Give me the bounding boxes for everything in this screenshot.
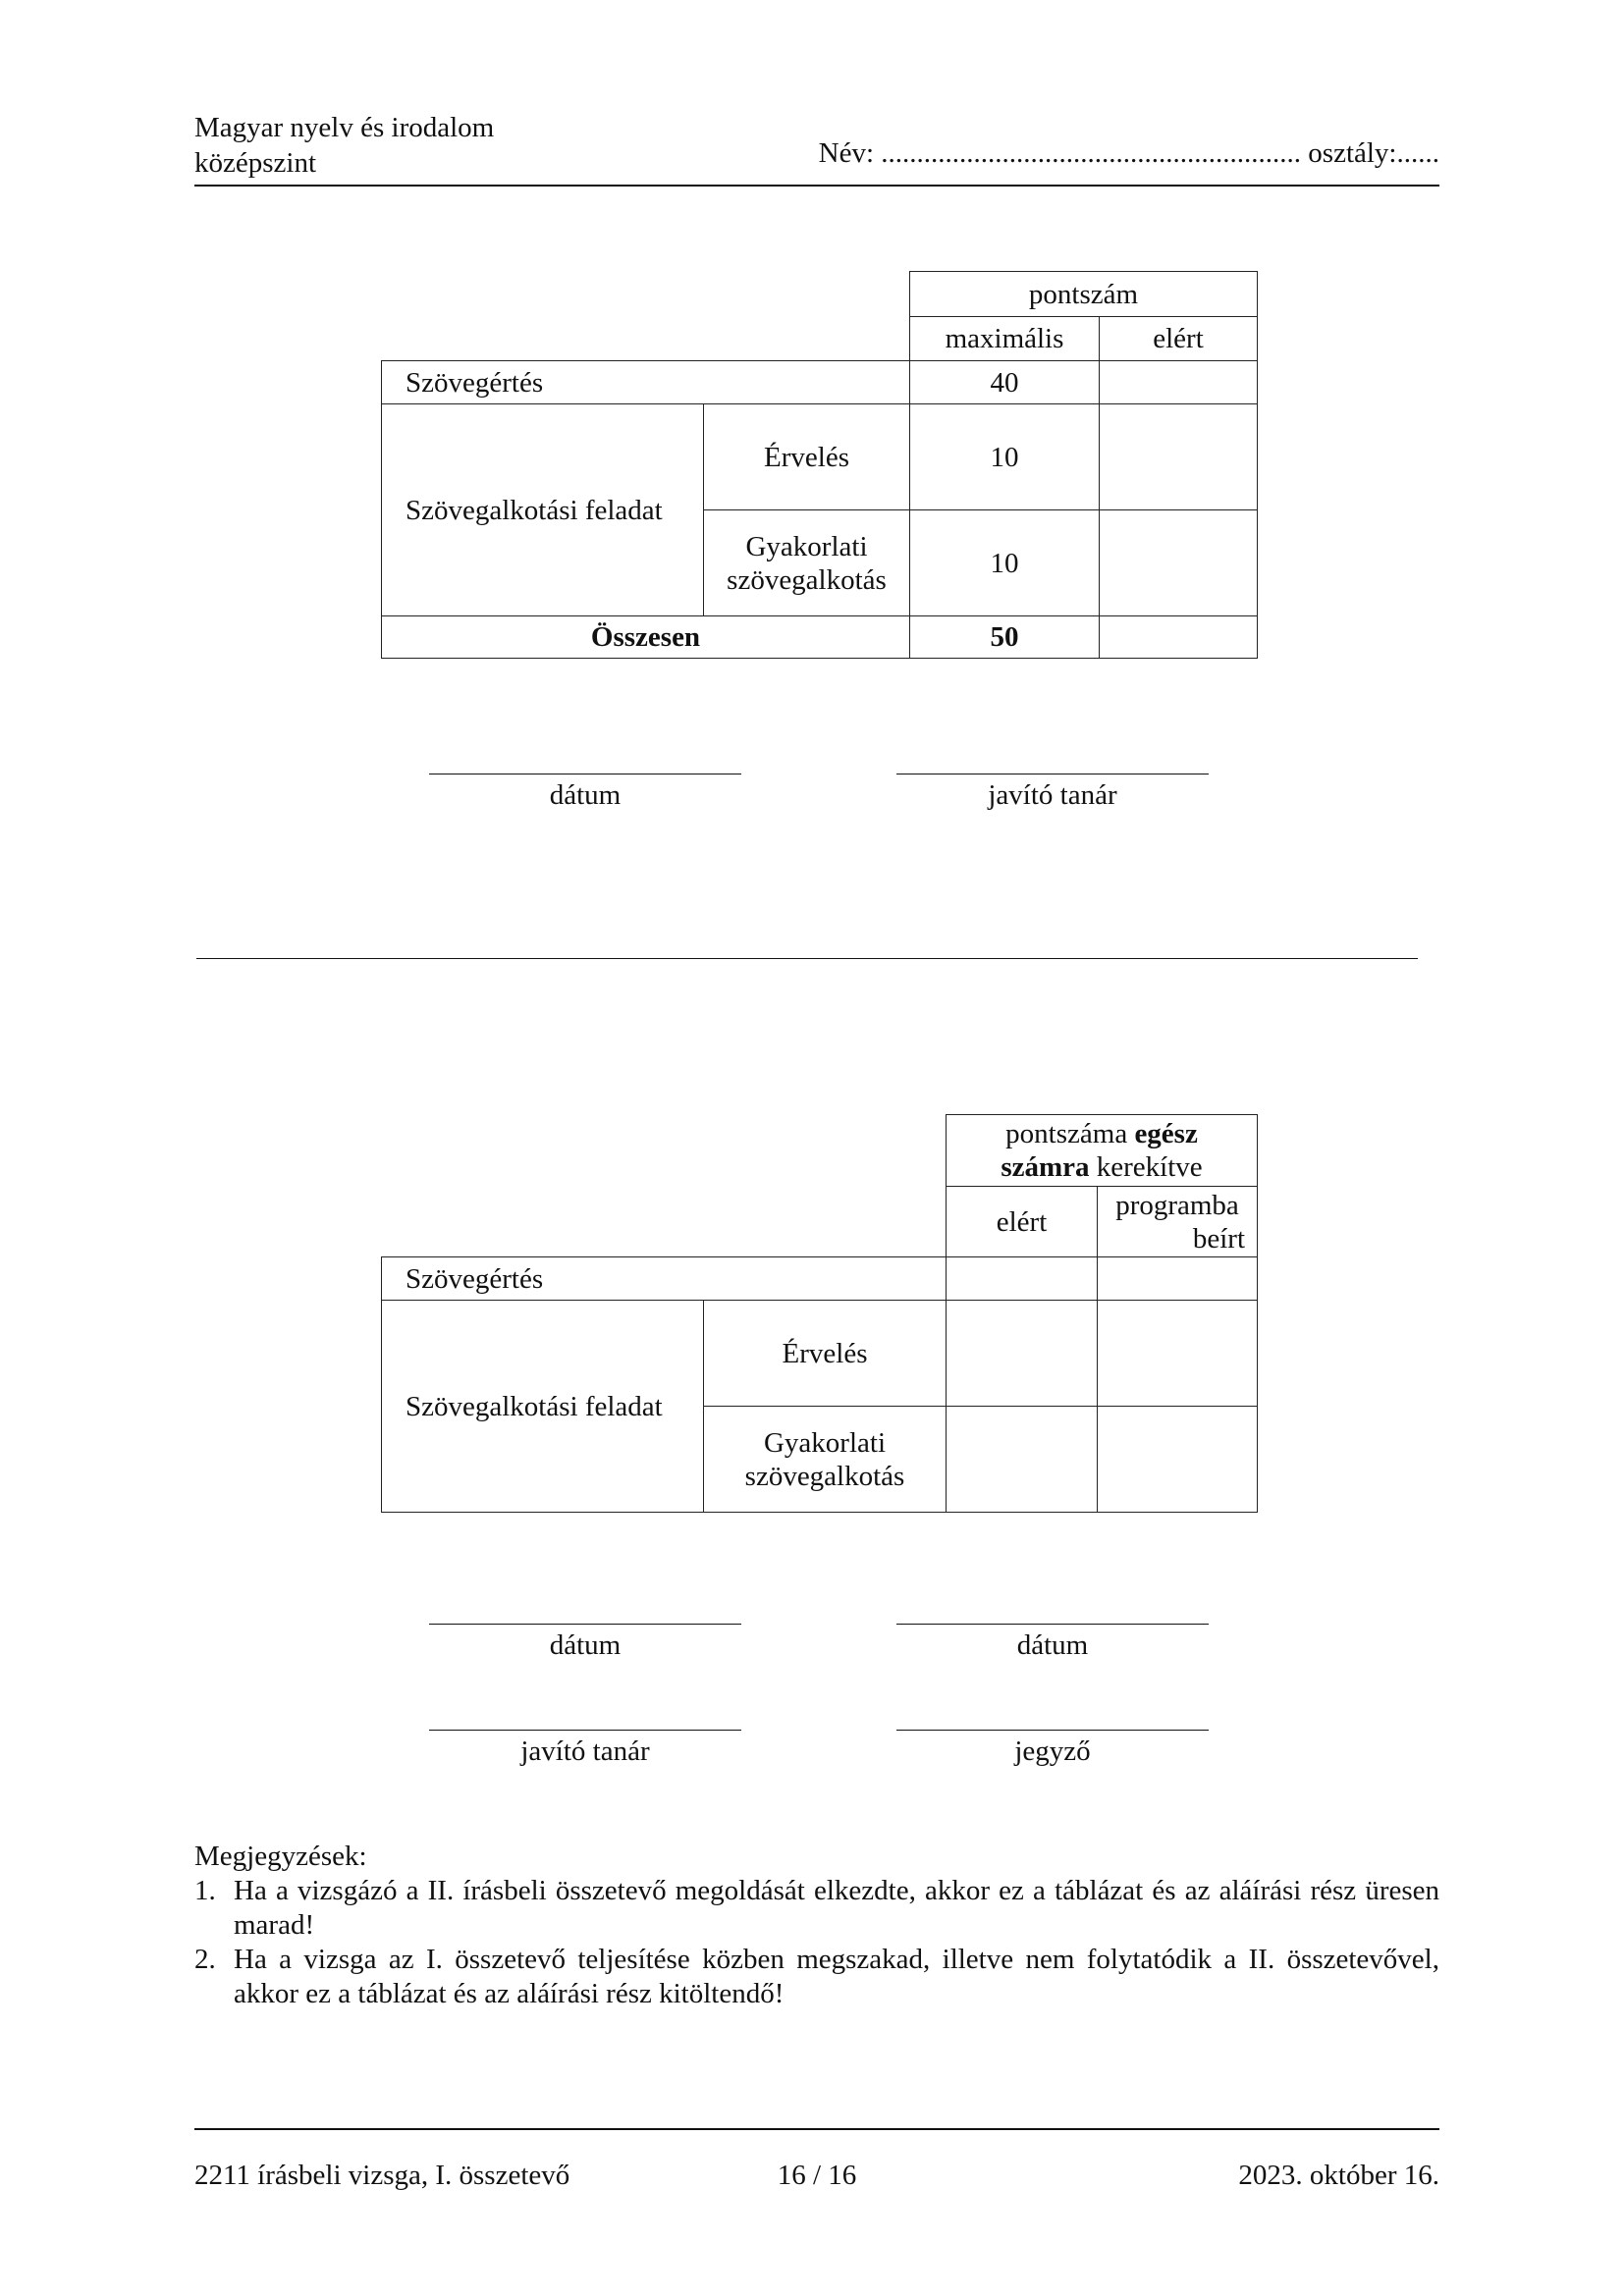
practical-program-cell[interactable] <box>1098 1407 1258 1513</box>
signature-date-2-right[interactable]: dátum <box>896 1624 1209 1662</box>
sub-argument: Érvelés <box>704 404 910 510</box>
note-number: 2. <box>194 1944 216 1975</box>
signature-notary[interactable]: jegyző <box>896 1730 1209 1768</box>
points-header: pontszám <box>910 272 1258 317</box>
sub-argument-2: Érvelés <box>704 1301 947 1407</box>
argument-achieved-cell-2[interactable] <box>947 1301 1098 1407</box>
sub-practical-line2: szövegalkotás <box>727 563 887 596</box>
max-col-header: maximális <box>910 317 1100 361</box>
note-item <box>194 1874 1439 1943</box>
reading-achieved-cell[interactable] <box>1100 361 1258 404</box>
reading-program-cell[interactable] <box>1098 1257 1258 1301</box>
note-item <box>194 1943 1439 2011</box>
sub-practical-2-line2: szövegalkotás <box>744 1460 905 1492</box>
reading-max: 40 <box>910 361 1100 404</box>
row-reading: Szövegértés <box>382 361 910 404</box>
level-label: középszint <box>194 147 317 179</box>
argument-max: 10 <box>910 404 1100 510</box>
subject-title: Magyar nyelv és irodalom <box>194 112 495 143</box>
argument-program-cell[interactable] <box>1098 1301 1258 1407</box>
header-text-2: kerekítve <box>1089 1151 1203 1183</box>
score-table-2 <box>381 1114 1258 1513</box>
footer-date: 2023. október 16. <box>1238 2160 1439 2191</box>
program-line2: beírt <box>1192 1222 1246 1255</box>
notes-list <box>194 1874 1439 2011</box>
practical-achieved-cell-2[interactable] <box>947 1407 1098 1513</box>
header-text-1: pontszáma <box>1005 1118 1135 1149</box>
row-reading-2: Szövegértés <box>382 1257 947 1301</box>
practical-achieved-cell[interactable] <box>1100 510 1258 616</box>
header-left <box>194 110 494 181</box>
reading-achieved-cell-2[interactable] <box>947 1257 1098 1301</box>
signature-teacher-2[interactable]: javító tanár <box>429 1730 741 1768</box>
score-table-1 <box>381 271 1258 659</box>
notes-title: Megjegyzések: <box>194 1841 367 1872</box>
footer-exam: 2211 írásbeli vizsga, I. összetevő <box>194 2160 570 2191</box>
header-bold-2: számra <box>1001 1151 1090 1183</box>
argument-achieved-cell[interactable] <box>1100 404 1258 510</box>
row-writing-2: Szövegalkotási feladat <box>382 1301 704 1513</box>
page-header <box>194 110 1439 187</box>
row-writing: Szövegalkotási feladat <box>382 404 704 616</box>
program-col-header <box>1098 1187 1258 1257</box>
total-achieved-cell[interactable] <box>1100 616 1258 659</box>
sub-practical-line1: Gyakorlati <box>745 530 868 562</box>
achieved-col-header-2: elért <box>947 1187 1098 1257</box>
section-separator <box>196 958 1418 959</box>
total-label: Összesen <box>382 616 910 659</box>
notes-section <box>194 1840 1439 2011</box>
sub-practical-2 <box>704 1407 947 1513</box>
note-number: 1. <box>194 1875 216 1906</box>
signature-date-1[interactable]: dátum <box>429 774 741 812</box>
name-class-field: Név: ........................................................... osztály:...... <box>818 137 1439 169</box>
header-bold-1: egész <box>1134 1118 1198 1149</box>
signature-date-2-left[interactable]: dátum <box>429 1624 741 1662</box>
practical-max: 10 <box>910 510 1100 616</box>
rounded-points-header <box>947 1115 1258 1187</box>
total-max: 50 <box>910 616 1100 659</box>
achieved-col-header: elért <box>1100 317 1258 361</box>
page-footer <box>194 2128 1439 2191</box>
note-text: Ha a vizsga az I. összetevő teljesítése közben megszakad, illetve nem folytatódik a II. összetevővel, akkor ez a táblázat és az aláírási rész kitöltendő! <box>234 1944 1439 2009</box>
signature-teacher-1[interactable]: javító tanár <box>896 774 1209 812</box>
sub-practical-2-line1: Gyakorlati <box>763 1426 886 1459</box>
sub-practical <box>704 510 910 616</box>
footer-page-number: 16 / 16 <box>777 2160 857 2191</box>
program-line1: programba <box>1115 1189 1239 1221</box>
note-text: Ha a vizsgázó a II. írásbeli összetevő megoldását elkezdte, akkor ez a táblázat és az aláírási rész üresen marad! <box>234 1875 1439 1941</box>
